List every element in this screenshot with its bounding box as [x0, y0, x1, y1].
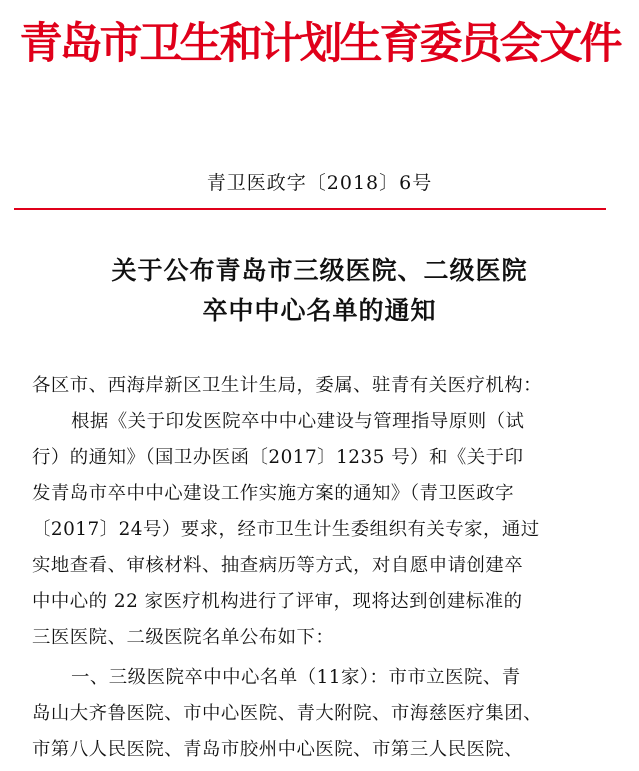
list-item-line: 一、三级医院卒中中心名单（11家）：市市立医院、青 [71, 667, 521, 688]
paragraph-line: 三医医院、二级医院名单公布如下： [32, 627, 335, 648]
paragraph-line: 行）的通知》（国卫办医函〔2017〕1235 号）和《关于印 [32, 447, 524, 468]
paragraph-line: 中中心的 22 家医疗机构进行了评审，现将达到创建标准的 [32, 591, 523, 612]
paragraph-line: 根据《关于印发医院卒中中心建设与管理指导原则（试 [71, 411, 525, 432]
document-masthead: 青岛市卫生和计划生育委员会文件 [19, 19, 620, 69]
red-divider-line [14, 208, 606, 210]
salutation-line: 各区市、西海岸新区卫生计生局，委属、驻青有关医疗机构： [32, 375, 543, 396]
paragraph-line: 发青岛市卒中中心建设工作实施方案的通知》（青卫医政字 [32, 483, 514, 504]
document-number: 青卫医政字〔2018〕6号 [206, 172, 433, 194]
notice-title-line-1: 关于公布青岛市三级医院、二级医院 [111, 256, 528, 285]
list-item-line: 岛山大齐鲁医院、市中心医院、青大附院、市海慈医疗集团、 [32, 703, 543, 724]
list-item-line: 市第八人民医院、青岛市胶州中心医院、市第三人民医院、 [32, 739, 524, 760]
notice-title-line-2: 卒中中心名单的通知 [202, 296, 437, 325]
paragraph-line: 实地查看、审核材料、抽查病历等方式，对自愿申请创建卒 [32, 555, 524, 576]
paragraph-line: 〔2017〕24号）要求，经市卫生计生委组织有关专家，通过 [32, 519, 540, 540]
